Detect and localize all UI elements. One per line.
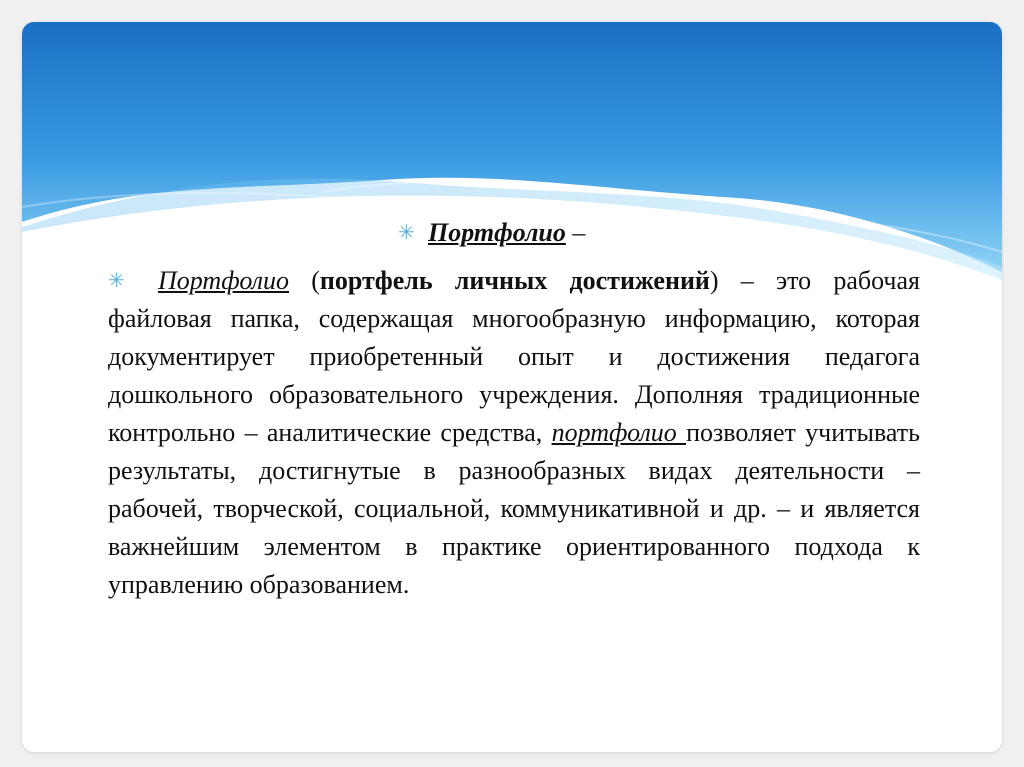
asterisk-bullet-icon: ✳ — [398, 222, 415, 244]
paragraph-text — [108, 262, 920, 604]
asterisk-bullet-icon: ✳ — [108, 270, 125, 292]
open-paren: ( — [289, 266, 320, 295]
slide — [22, 22, 1002, 752]
slide-body — [108, 214, 920, 604]
definition-paragraph — [108, 262, 920, 604]
heading-term: Портфолио — [428, 218, 566, 247]
heading-dash: – — [565, 218, 586, 247]
paragraph-part1: ) – это рабочая файловая папка, содержащая многообразную информацию, которая документирует приобретенный опыт и достижения педагога дошкольного образовательного учреждения. Дополняя традиционные контрольно – аналитические средства, — [108, 266, 920, 447]
paragraph-term-2: портфолио — [551, 418, 687, 447]
paragraph-term: Портфолио — [158, 266, 290, 295]
heading-item — [108, 214, 920, 252]
paragraph-part2: позволяет учитывать результаты, достигнутые в разнообразных видах деятельности – рабочей, творческой, социальной, коммуникативной и др. – и является важнейшим элементом в практике ориентированного подхода к управлению образованием. — [108, 418, 920, 599]
bold-phrase: портфель личных достижений — [319, 266, 710, 295]
